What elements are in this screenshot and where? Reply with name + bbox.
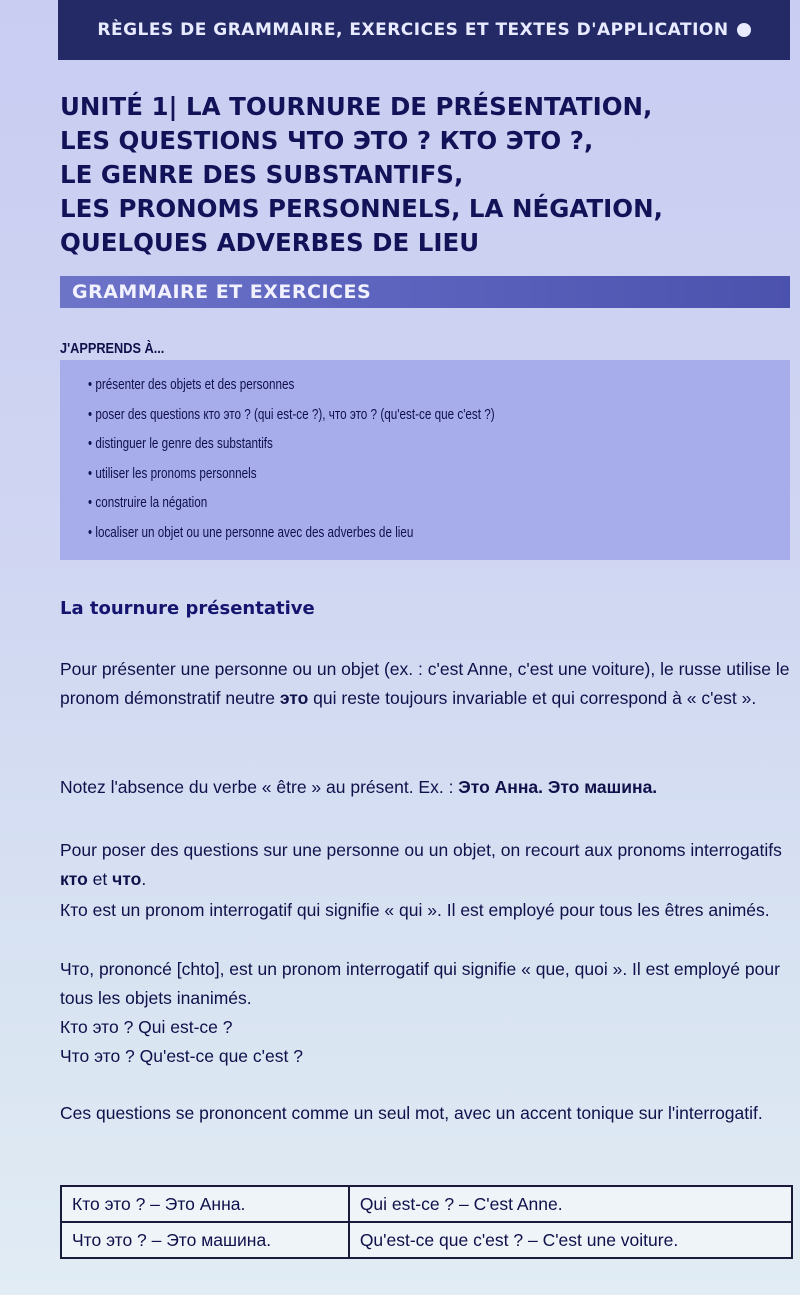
paragraph-example	[60, 773, 798, 802]
table-row	[61, 1222, 792, 1258]
example-kto: Кто это ? Qui est-ce ?	[60, 1017, 233, 1037]
objective-item: • construire la négation	[88, 494, 208, 511]
unit-title-line: LES QUESTIONS ЧТО ЭТО ? КТО ЭТО ?,	[60, 126, 594, 155]
table-cell: Кто это ? – Это Анна.	[61, 1186, 349, 1222]
text-run: Pour présenter une personne ou un objet (ex. : c'est Anne, c'est une voiture), le russe utilise le pronom démonstratif neutre	[60, 659, 790, 708]
unit-title-line: QUELQUES ADVERBES DE LIEU	[60, 228, 480, 257]
unit-title-line: LES PRONOMS PERSONNELS, LA NÉGATION,	[60, 194, 663, 223]
section-subheading: La tournure présentative	[60, 598, 315, 619]
text-run: et	[87, 869, 113, 889]
example-chto: Что это ? Qu'est-ce que c'est ?	[60, 1046, 303, 1066]
examples-table	[60, 1185, 793, 1259]
objective-item: • poser des questions кто это ? (qui est-ce ?), что это ? (qu'est-ce que c'est ?)	[88, 405, 495, 423]
russian-term: это	[279, 688, 309, 708]
text-run: qui reste toujours invariable et qui correspond à « c'est ».	[308, 688, 757, 708]
running-header	[58, 0, 790, 60]
objective-item: • utiliser les pronoms personnels	[88, 464, 257, 482]
text-run: Pour poser des questions sur une personne ou un objet, on recourt aux pronoms interrogatifs	[60, 840, 782, 860]
objectives-box	[60, 360, 790, 560]
section-banner	[60, 276, 790, 308]
unit-title	[60, 90, 780, 260]
russian-term: кто	[60, 869, 88, 889]
objective-item: • localiser un objet ou une personne avec des adverbes de lieu	[88, 523, 414, 541]
objectives-heading: J'APPRENDS À...	[60, 340, 165, 357]
table-row	[61, 1186, 792, 1222]
section-banner-label: GRAMMAIRE ET EXERCICES	[72, 281, 372, 303]
text-run: Notez l'absence du verbe « être » au présent. Ex. :	[60, 777, 459, 797]
unit-title-line: UNITÉ 1| LA TOURNURE DE PRÉSENTATION,	[60, 92, 653, 121]
table-cell: Qui est-ce ? – C'est Anne.	[349, 1186, 792, 1222]
table-cell: Qu'est-ce que c'est ? – C'est une voiture.	[349, 1222, 792, 1258]
paragraph-presentation	[60, 655, 798, 713]
table-cell: Что это ? – Это машина.	[61, 1222, 349, 1258]
text-run: .	[141, 869, 147, 889]
objective-item: • présenter des objets et des personnes	[88, 376, 295, 393]
paragraph-interrogatives	[60, 836, 798, 894]
objective-item: • distinguer le genre des substantifs	[88, 435, 273, 452]
paragraph-stress: Ces questions se prononcent comme un seul mot, avec un accent tonique sur l'interrogatif.	[60, 1103, 763, 1123]
running-header-text: RÈGLES DE GRAMMAIRE, EXERCICES ET TEXTES D'APPLICATION	[97, 20, 729, 40]
paragraph-kto: Кто est un pronom interrogatif qui signifie « qui ». Il est employé pour tous les êtres animés.	[60, 900, 770, 920]
russian-example: Это Анна. Это машина.	[458, 777, 658, 797]
russian-term: что	[112, 869, 142, 889]
paragraph-chto: Что, prononcé [chto], est un pronom interrogatif qui signifie « que, quoi ». Il est employé pour tous les objets inanimés.	[60, 959, 780, 1008]
unit-title-line: LE GENRE DES SUBSTANTIFS,	[60, 160, 464, 189]
bullet-dot-icon	[737, 23, 751, 37]
